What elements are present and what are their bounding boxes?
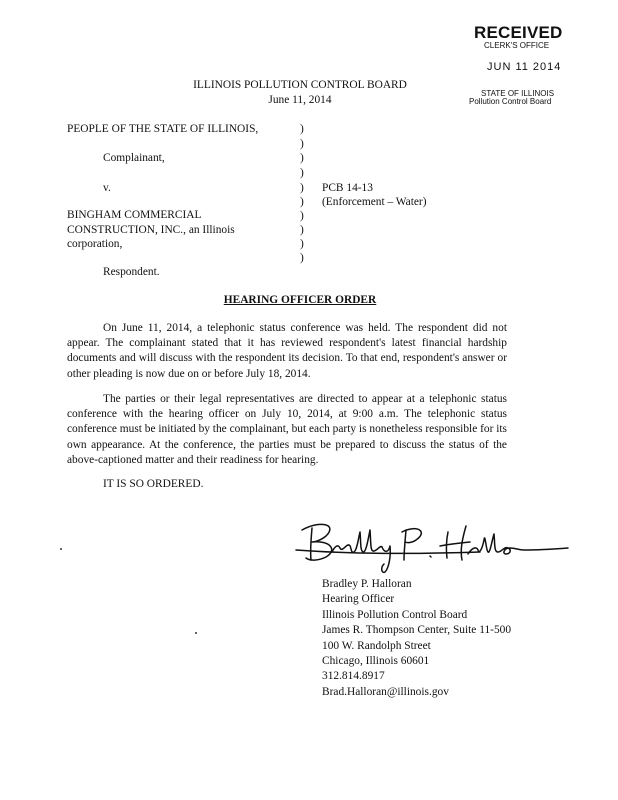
- paren: ): [300, 238, 304, 250]
- so-ordered: IT IS SO ORDERED.: [103, 478, 204, 490]
- stamp-state: STATE OF ILLINOIS: [481, 89, 555, 98]
- respondent-label: Respondent.: [103, 266, 160, 278]
- paren: ): [300, 182, 304, 194]
- paragraph-line: appear. The complainant stated that it has reviewed respondent's latest financial hardship: [67, 337, 507, 350]
- paragraph-line: other pleading is now due on or before July 18, 2014.: [67, 367, 311, 380]
- city-line: Chicago, Illinois 60601: [322, 655, 430, 668]
- address-line-1: James R. Thompson Center, Suite 11-500: [322, 624, 512, 637]
- paren: ): [300, 252, 304, 264]
- defendant-line-3: corporation,: [67, 238, 123, 250]
- paragraph-line: On June 11, 2014, a telephonic status conference was held. The respondent did not: [103, 322, 507, 334]
- plaintiff-name: PEOPLE OF THE STATE OF ILLINOIS,: [67, 123, 259, 135]
- stamp-clerks-office: CLERK'S OFFICE: [484, 41, 550, 50]
- paren: ): [300, 123, 304, 135]
- stamp-board: Pollution Control Board: [469, 97, 552, 106]
- complainant-label: Complainant,: [103, 152, 165, 164]
- agency-heading: ILLINOIS POLLUTION CONTROL BOARD: [193, 79, 407, 91]
- paragraph-line: own appearance. At the conference, the parties must be prepared to discuss the status of the: [67, 438, 507, 451]
- paren: ): [300, 138, 304, 150]
- signer-agency: Illinois Pollution Control Board: [322, 608, 468, 621]
- paragraph-line: conference with the hearing officer on July 10, 2014, at 9:00 a.m. The telephonic status: [67, 408, 507, 421]
- case-number: PCB 14-13: [322, 182, 373, 194]
- scan-speck: [195, 632, 197, 634]
- email-address: Brad.Halloran@illinois.gov: [322, 685, 449, 698]
- order-paragraph-1: [67, 321, 507, 382]
- stamp-date: JUN 11 2014: [487, 61, 562, 73]
- paragraph-line: above-captioned matter and their readiness for hearing.: [67, 453, 319, 466]
- paren: ): [300, 196, 304, 208]
- phone-number: 312.814.8917: [322, 670, 385, 683]
- defendant-line-1: BINGHAM COMMERCIAL: [67, 209, 202, 221]
- paren: ): [300, 167, 304, 179]
- scan-speck: [60, 548, 62, 550]
- address-line-2: 100 W. Randolph Street: [322, 639, 431, 652]
- paren: ): [300, 210, 304, 222]
- signer-title: Hearing Officer: [322, 593, 395, 606]
- order-title: HEARING OFFICER ORDER: [223, 294, 377, 306]
- paren: ): [300, 224, 304, 236]
- signature-drawing: [290, 510, 570, 580]
- paragraph-line: conference must be initiated by the complainant, but each party is nonetheless responsible for its: [67, 423, 507, 436]
- signature-block: [322, 577, 511, 700]
- defendant-line-2: CONSTRUCTION, INC., an Illinois: [67, 224, 235, 236]
- paragraph-line: The parties or their legal representatives are directed to appear at a telephonic status: [103, 393, 507, 405]
- paragraph-line: documents and will discuss with the respondent its decision. To that end, respondent's answer or: [67, 352, 507, 365]
- stamp-received: RECEIVED: [474, 23, 563, 42]
- order-date: June 11, 2014: [268, 94, 332, 106]
- versus-label: v.: [103, 182, 111, 194]
- case-type: (Enforcement – Water): [322, 196, 427, 208]
- signer-name: Bradley P. Halloran: [322, 578, 412, 590]
- paren: ): [300, 152, 304, 164]
- order-paragraph-2: [67, 392, 507, 468]
